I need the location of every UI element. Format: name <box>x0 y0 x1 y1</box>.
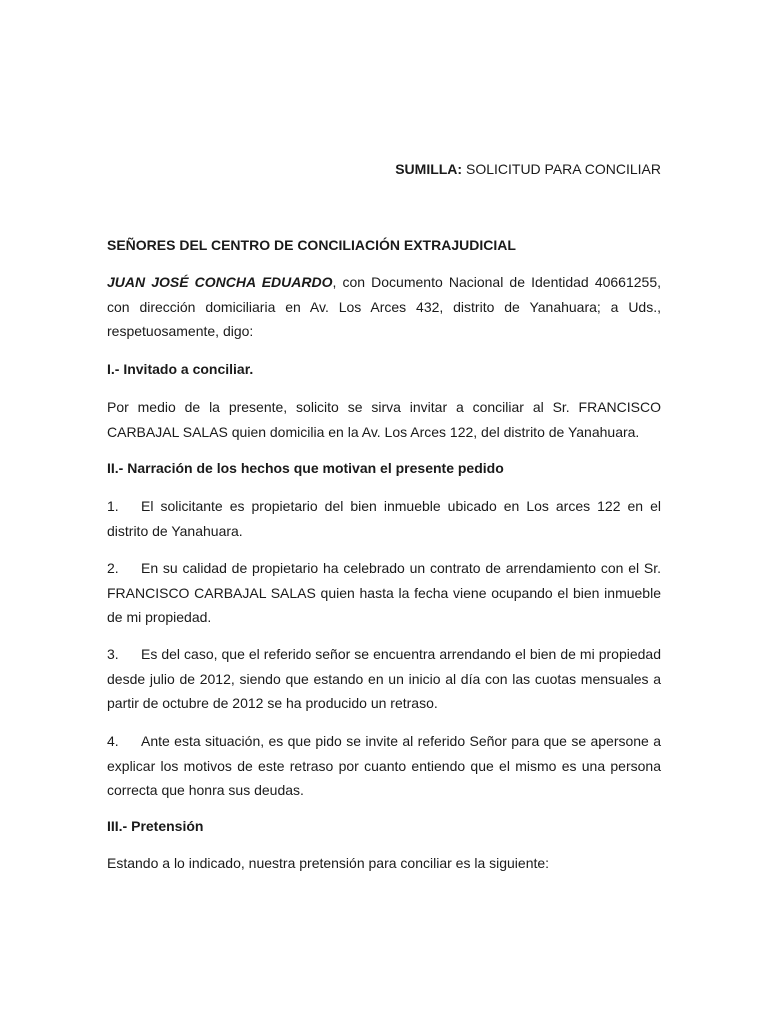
addressee-heading: SEÑORES DEL CENTRO DE CONCILIACIÓN EXTRAJUDICIAL <box>107 237 516 253</box>
sumilla-label: SUMILLA: <box>395 161 463 177</box>
list-item-number: 4. <box>107 733 119 749</box>
petitioner-name: JUAN JOSÉ CONCHA EDUARDO <box>107 274 333 290</box>
list-item-text: Es del caso, que el referido señor se encuentra arrendando el bien de mi propiedad desde julio de 2012, siendo que estando en un inicio al día con las cuotas mensuales a partir de octubre de 2012 se ha producido un retraso. <box>107 646 661 711</box>
intro-paragraph <box>107 270 661 344</box>
list-item-text: En su calidad de propietario ha celebrado un contrato de arrendamiento con el Sr. FRANCISCO CARBAJAL SALAS quien hasta la fecha viene ocupando el bien inmueble de mi propiedad. <box>107 560 661 625</box>
section3-heading: III.- Pretensión <box>107 818 204 834</box>
list-item-number: 1. <box>107 498 119 514</box>
list-item <box>107 494 661 543</box>
list-item <box>107 556 661 630</box>
list-item <box>107 729 661 803</box>
section2-heading: II.- Narración de los hechos que motivan el presente pedido <box>107 460 504 476</box>
list-item-text: Ante esta situación, es que pido se invite al referido Señor para que se apersone a explicar los motivos de este retraso por cuanto entiendo que el mismo es una persona correcta que honra sus deudas. <box>107 733 661 798</box>
section1-heading: I.- Invitado a conciliar. <box>107 361 254 377</box>
section3-body: Estando a lo indicado, nuestra pretensión para conciliar es la siguiente: <box>107 855 550 871</box>
list-item <box>107 642 661 716</box>
sumilla-text: SOLICITUD PARA CONCILIAR <box>465 161 661 177</box>
sumilla-line <box>395 160 661 178</box>
list-item-number: 2. <box>107 560 119 576</box>
section1-body: Por medio de la presente, solicito se sirva invitar a conciliar al Sr. FRANCISCO CARBAJAL SALAS quien domicilia en la Av. Los Arces 122, del distrito de Yanahuara. <box>107 399 661 440</box>
list-item-number: 3. <box>107 646 119 662</box>
list-item-text: El solicitante es propietario del bien inmueble ubicado en Los arces 122 en el distrito de Yanahuara. <box>107 498 661 539</box>
intro-text: , con Documento Nacional de Identidad 40661255, con dirección domiciliaria en Av. Los Arces 432, distrito de Yanahuara; a Uds., respetuosamente, digo: <box>107 274 661 339</box>
